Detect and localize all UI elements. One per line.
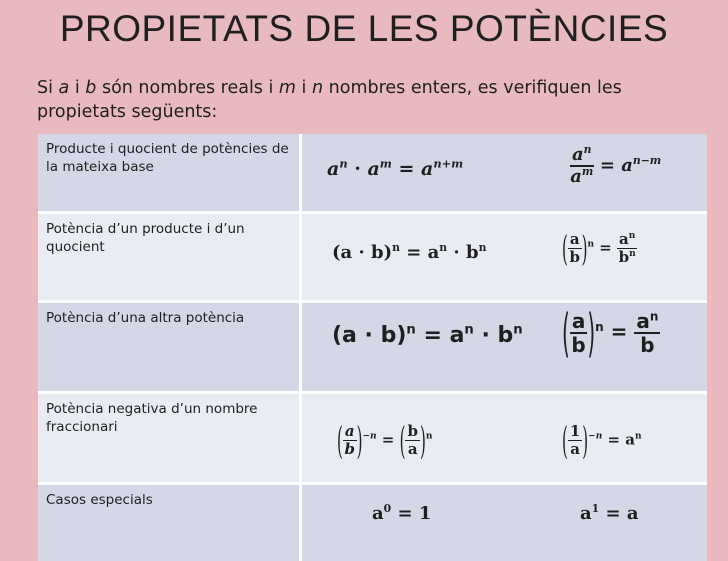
formula-quotient-same-base: $\frac{a^n}{a^m}$ = $a^{n-m}$ xyxy=(570,146,661,186)
formula-power-of-power-product: $(a \cdot b)^n = a^n \cdot b^n$ xyxy=(332,323,523,348)
formula-product-same-base: $a^n \cdot a^m = a^{n+m}$ xyxy=(327,158,463,180)
formula-power-of-power-quotient: ( $\frac{a}{b}$ )$^n$ = $\frac{a^n}{b}$ xyxy=(562,311,660,355)
row-label: Potència negativa d’un nombre fraccionari xyxy=(38,393,301,484)
formula-power-of-product: $(a \cdot b)^n = a^n \cdot b^n$ xyxy=(332,242,486,263)
formula-one-exponent: $a^1 = a$ xyxy=(580,503,639,524)
row-label: Potència d’una altra potència xyxy=(38,302,301,393)
row-label: Producte i quocient de potències de la mateixa base xyxy=(38,134,301,213)
row-label: Casos especials xyxy=(38,484,301,561)
table-row xyxy=(38,134,707,213)
formula-zero-exponent: $a^0 = 1$ xyxy=(372,503,431,524)
formula-negative-power-reciprocal: ( $\frac{1}{a}$ )$^{-n} = a^n$ xyxy=(562,424,642,457)
table-row xyxy=(38,213,707,302)
row-label: Potència d’un producte i d’un quocient xyxy=(38,213,301,302)
table-row xyxy=(38,484,707,561)
properties-table xyxy=(38,134,707,561)
intro-text: Si a i b són nombres reals i m i n nombres enters, es verifiquen les propietats següents: xyxy=(37,76,697,124)
slide-title: PROPIETATS DE LES POTÈNCIES xyxy=(0,8,728,50)
table-row xyxy=(38,393,707,484)
formula-negative-power-fraction: ( $\frac{a}{b}$ )$^{-n}$ = ( $\frac{b}{a}$ )$^n$ xyxy=(337,424,432,457)
formula-power-of-quotient: ( $\frac{a}{b}$ )$^n$ = $\frac{a^n}{b^n}$ xyxy=(562,232,637,265)
table-row xyxy=(38,302,707,393)
